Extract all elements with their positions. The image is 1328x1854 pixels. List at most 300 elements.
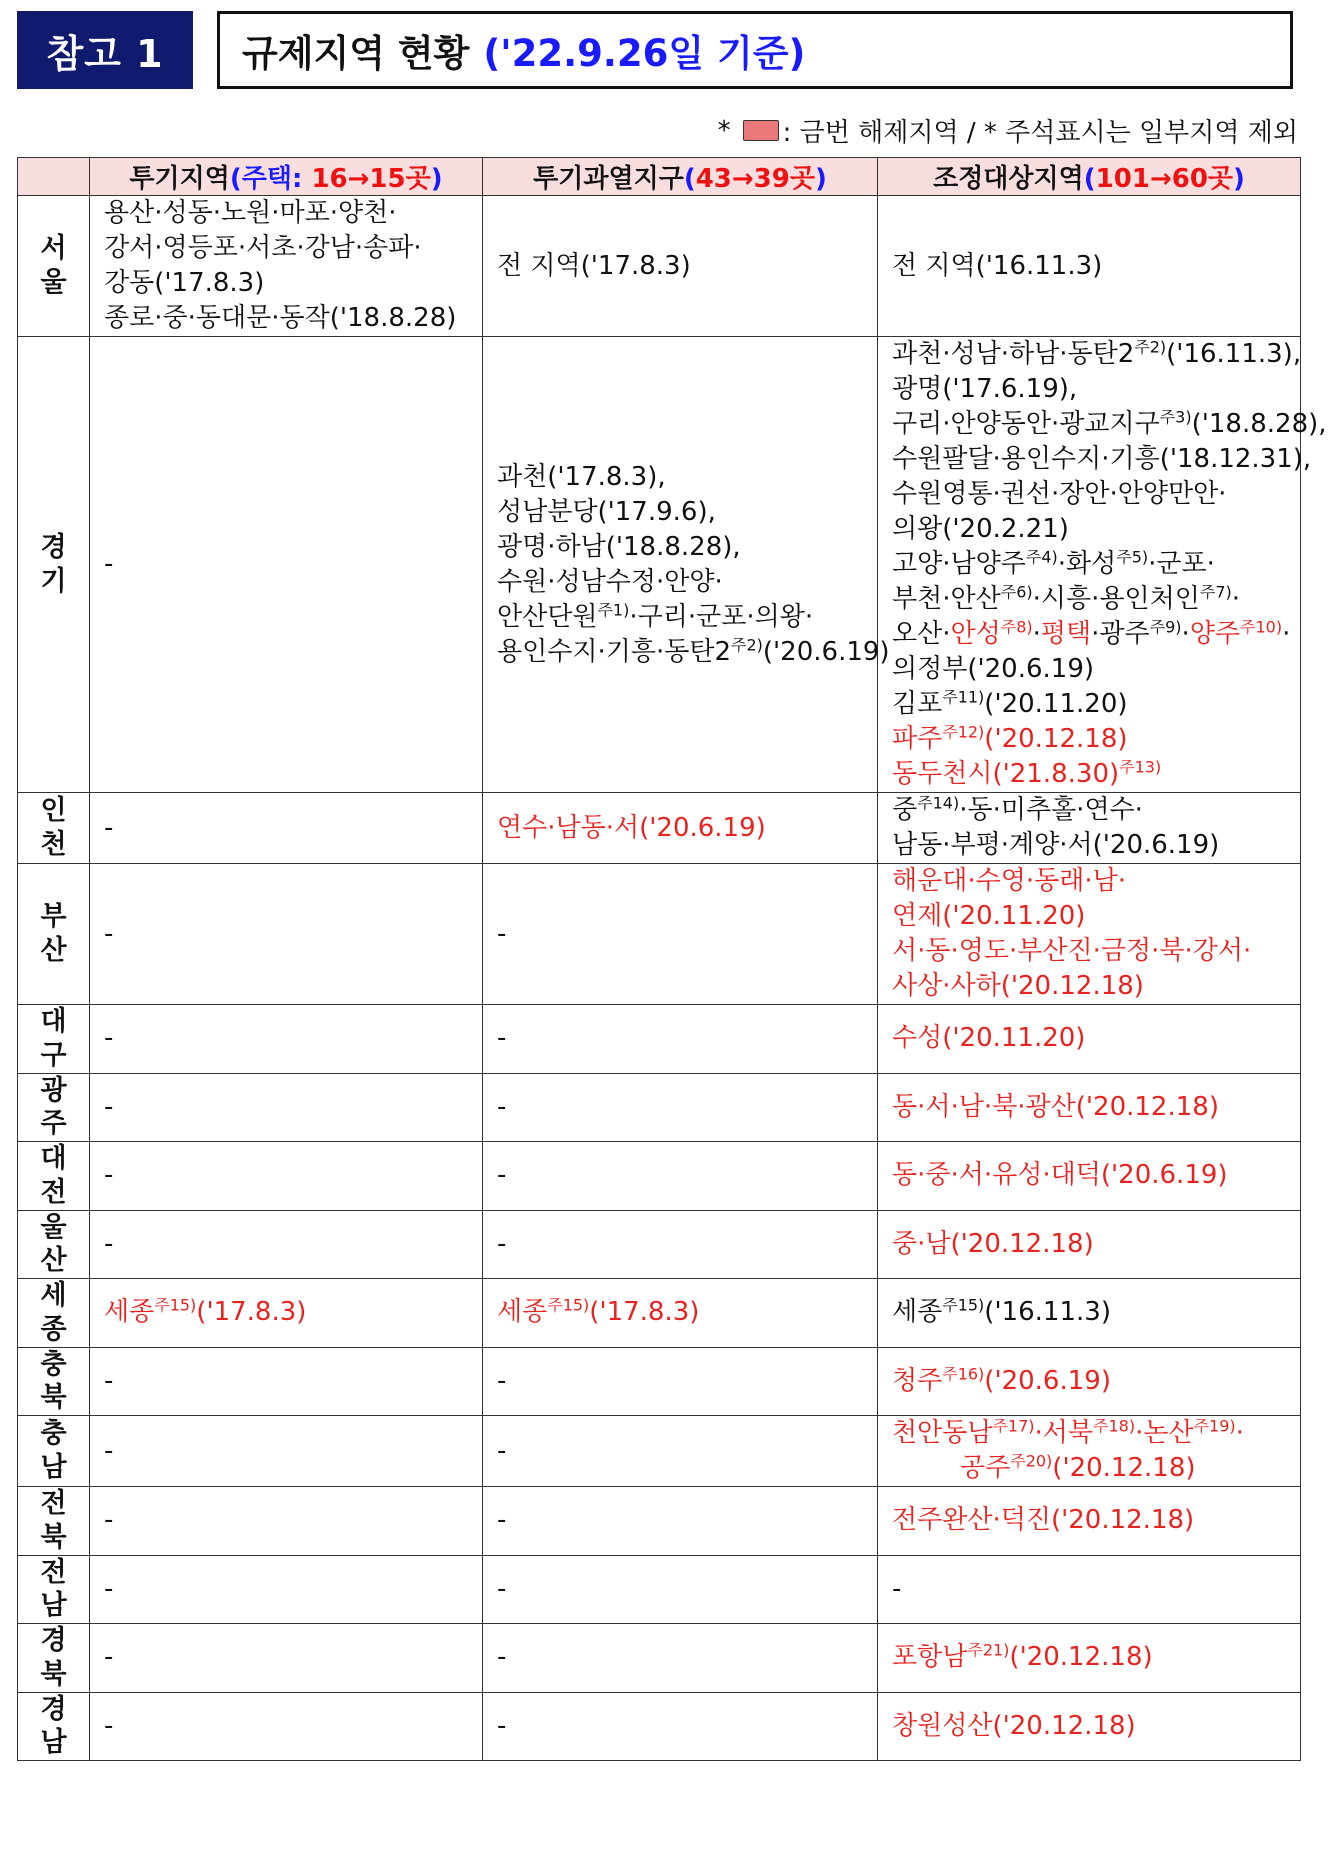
cell-col1: [90, 1487, 483, 1556]
header-speculation-zone: [90, 158, 483, 196]
cell-col2: [483, 1210, 878, 1279]
cell-text: -: [104, 1023, 114, 1054]
cell-line: [892, 1227, 1286, 1262]
table-row: [18, 1692, 1301, 1761]
header-sub-open: (: [1083, 164, 1096, 194]
legend: [718, 112, 1298, 149]
region-char: 북: [40, 1521, 67, 1553]
table-row: [18, 1416, 1301, 1487]
cell-line: [497, 1090, 863, 1125]
table-row: [18, 1005, 1301, 1074]
cell-line: [104, 1709, 468, 1744]
cell-line: [497, 1640, 863, 1675]
region-char: 대: [40, 1143, 67, 1174]
header-count: 43→39곳: [695, 164, 815, 194]
cell-line: [497, 460, 863, 495]
region-name: [18, 1416, 90, 1487]
cell-line: [104, 266, 468, 301]
region-char: 경: [40, 1693, 67, 1725]
footnote-mark: 주20): [1010, 1451, 1053, 1471]
region-char: 산: [40, 935, 67, 966]
table-row: [18, 337, 1301, 793]
cell-line: [497, 1227, 863, 1262]
cell-text: ·구리·군포·의왕·: [629, 601, 814, 632]
cell-text: 부천·안산: [892, 584, 1001, 614]
page-title: 규제지역 현황: [242, 32, 470, 75]
cell-line: [104, 1503, 468, 1538]
region-char: 전: [40, 1176, 67, 1208]
cell-text: ·: [1282, 619, 1291, 649]
footnote-mark: 주18): [1093, 1416, 1136, 1436]
cell-col3: [878, 1005, 1301, 1074]
cell-text: 종로·중·동대문·동작('18.8.28): [104, 303, 457, 333]
cell-text: -: [104, 1505, 114, 1536]
cell-text: 파주: [892, 724, 943, 754]
cell-text: 연수·남동·서('20.6.19): [497, 812, 766, 843]
cell-line: [892, 969, 1286, 1004]
cell-line: [892, 687, 1286, 722]
cell-text: -: [497, 1505, 507, 1536]
cell-text: 평택: [1040, 619, 1092, 649]
cell-text: -: [104, 1365, 114, 1396]
region-name: [18, 1142, 90, 1211]
cell-line: [892, 864, 1286, 899]
cell-text: -: [497, 1160, 507, 1191]
footnote-mark: 주12): [942, 722, 985, 742]
cell-text: ('18.8.28),: [1191, 409, 1327, 439]
cell-col3: [878, 1142, 1301, 1211]
region-char: 전: [40, 1488, 67, 1519]
region-char: 북: [40, 1658, 67, 1690]
region-char: 종: [40, 1313, 67, 1345]
table-row: [18, 1210, 1301, 1279]
table-row: [18, 1347, 1301, 1416]
cell-line: [892, 617, 1291, 652]
cell-text: -: [104, 1435, 114, 1466]
footnote-mark: 주8): [1000, 617, 1033, 637]
region-char: 기: [40, 565, 67, 597]
region-char: 전: [40, 1556, 67, 1588]
cell-text: 포항남: [892, 1642, 968, 1673]
header-count: 101→60곳: [1095, 164, 1234, 194]
cell-text: ('20.12.18): [1052, 1453, 1196, 1483]
legend-asterisk: *: [717, 115, 731, 146]
cell-line: [497, 495, 863, 530]
cell-text: ('20.12.18): [984, 724, 1128, 754]
cell-text: ('16.11.3): [984, 1297, 1111, 1328]
region-char: 서: [40, 233, 67, 265]
table-header-row: [18, 158, 1301, 196]
region-char: 경: [40, 1625, 67, 1656]
cell-line: [497, 600, 863, 635]
cell-text: 전주완산·덕진('20.12.18): [892, 1505, 1195, 1536]
cell-line: [104, 231, 468, 266]
cell-text: 동·서·남·북·광산('20.12.18): [892, 1091, 1219, 1122]
region-name: [18, 1555, 90, 1624]
cell-text: ·서북: [1034, 1418, 1094, 1448]
cell-col1: [90, 1279, 483, 1348]
cell-text: 전 지역('16.11.3): [892, 250, 1103, 281]
footnote-mark: 주14): [917, 793, 960, 813]
cell-col2: [483, 1279, 878, 1348]
cell-text: ·: [1181, 619, 1190, 649]
table-row: [18, 1624, 1301, 1693]
cell-text: -: [104, 812, 114, 843]
cell-text: ('16.11.3),: [1166, 339, 1302, 369]
cell-text: 세종: [892, 1297, 943, 1328]
cell-text: ·동·미추홀·연수·: [959, 795, 1143, 825]
cell-line: [104, 1158, 468, 1193]
cell-col2: [483, 196, 878, 337]
cell-text: 양주: [1189, 619, 1241, 649]
cell-text: ('20.11.20): [984, 689, 1128, 719]
region-name: [18, 793, 90, 864]
cell-line: [892, 934, 1286, 969]
header-corner: [18, 158, 90, 196]
cell-line: [104, 547, 468, 582]
region-name: [18, 1347, 90, 1416]
cell-line: [892, 547, 1286, 582]
cell-text: 광명·하남('18.8.28),: [497, 531, 741, 562]
cell-text: -: [104, 1228, 114, 1259]
table-row: [18, 1142, 1301, 1211]
cell-line: [892, 757, 1286, 792]
header-sub-open: (: [683, 164, 696, 194]
region-char: 천: [40, 829, 67, 860]
cell-col2: [483, 864, 878, 1005]
cell-line: [892, 1709, 1286, 1744]
title-date: ('22.9.26일 기준): [483, 32, 806, 75]
cell-line: [892, 582, 1286, 617]
cell-text: 천안동남: [892, 1418, 993, 1448]
cell-col1: [90, 1005, 483, 1074]
cell-col2: [483, 1142, 878, 1211]
cell-line: [892, 1503, 1286, 1538]
cell-line: [497, 1709, 863, 1744]
cell-text: ·: [1231, 584, 1241, 614]
footnote-mark: 주3): [1159, 407, 1192, 427]
cell-col3: [878, 864, 1301, 1005]
cell-line: [892, 722, 1286, 757]
cell-text: ·시흥·용인처인: [1032, 584, 1200, 614]
cell-line: [497, 1158, 863, 1193]
cell-text: 수원영통·권선·장안·안양만안·: [892, 479, 1227, 509]
cell-col1: [90, 793, 483, 864]
region-char: 산: [40, 1245, 67, 1277]
cell-text: ·논산: [1135, 1418, 1194, 1448]
cell-col3: [878, 793, 1301, 864]
footnote-mark: 주2): [731, 634, 763, 654]
cell-col2: [483, 337, 890, 793]
cell-line: [104, 1434, 468, 1469]
cell-col3: [878, 337, 1327, 793]
legend-text: : 금번 해제지역 / * 주석표시는 일부지역 제외: [782, 118, 1298, 148]
cell-line: [892, 512, 1286, 547]
header-overheated-district: [483, 158, 878, 196]
cell-line: [104, 917, 468, 952]
cell-text: -: [497, 1435, 507, 1466]
cell-line: [892, 1021, 1286, 1056]
header-label: 투기지역: [129, 164, 230, 194]
cell-text: -: [497, 1091, 507, 1122]
footnote-mark: 주21): [967, 1640, 1010, 1660]
region-char: 구: [40, 1039, 67, 1071]
table-row: [18, 1555, 1301, 1624]
cell-line: [892, 249, 1286, 284]
cell-line: [892, 1572, 1286, 1607]
cell-line: [497, 1021, 863, 1056]
cell-col3: [878, 1692, 1301, 1761]
region-name: [18, 1005, 90, 1074]
cell-col3: [878, 1073, 1301, 1142]
cell-line: [104, 1295, 468, 1330]
cell-line: [892, 337, 1302, 372]
cell-text: 수원팔달·용인수지·기흥('18.12.31),: [892, 444, 1312, 474]
regulation-table: [17, 157, 1327, 1761]
cell-line: [892, 652, 1286, 687]
cell-text: ·: [1235, 1418, 1244, 1448]
cell-line: [104, 1640, 468, 1675]
cell-text: 전 지역('17.8.3): [497, 250, 691, 281]
cell-line: [497, 530, 863, 565]
footnote-mark: 주15): [942, 1295, 985, 1315]
cell-text: 안성: [950, 619, 1001, 649]
cell-line: [892, 407, 1327, 442]
cell-line: [892, 828, 1286, 863]
region-char: 주: [40, 1108, 67, 1140]
cell-line: [497, 1364, 863, 1399]
cell-col2: [483, 1005, 878, 1074]
cell-col1: [90, 1692, 483, 1761]
cell-text: 청주: [892, 1365, 943, 1396]
cell-line: [892, 1640, 1286, 1675]
cell-text: -: [104, 1091, 114, 1122]
region-char: 광: [40, 1074, 67, 1106]
region-char: 대: [40, 1006, 67, 1037]
header-sub-close: ): [1233, 164, 1245, 194]
cell-text: 용인수지·기흥·동탄2: [497, 636, 731, 667]
cell-col1: [90, 337, 483, 793]
footnote-mark: 주2): [1134, 337, 1167, 357]
cell-text: 서·동·영도·부산진·금정·북·강서·: [892, 936, 1252, 966]
cell-text: 수원·성남수정·안양·: [497, 566, 723, 597]
cell-text: ('20.6.19): [762, 636, 890, 667]
footnote-mark: 주15): [154, 1295, 197, 1315]
footnote-mark: 주7): [1199, 582, 1232, 602]
footnote-mark: 주16): [942, 1364, 985, 1384]
cell-line: [892, 793, 1286, 828]
cell-line: [104, 811, 468, 846]
cell-text: 과천('17.8.3),: [497, 461, 666, 492]
cell-text: -: [104, 918, 114, 949]
table-row: [18, 864, 1301, 1005]
cell-text: 해운대·수영·동래·남·: [892, 866, 1126, 896]
reference-badge: 참고 1: [17, 11, 193, 89]
cell-line: [104, 1364, 468, 1399]
region-char: 울: [40, 1211, 67, 1243]
table-row: [18, 1487, 1301, 1556]
cell-line: [497, 249, 863, 284]
cell-text: 창원성산('20.12.18): [892, 1710, 1136, 1741]
cell-line: [104, 196, 468, 231]
cell-col1: [90, 1555, 483, 1624]
region-name: [18, 1279, 90, 1348]
cell-text: 세종: [497, 1297, 548, 1328]
region-char: 경: [40, 531, 67, 563]
cell-line: [497, 811, 863, 846]
cell-text: 구리·안양동안·광교지구: [892, 409, 1160, 439]
region-char: 인: [40, 795, 67, 827]
cell-line: [892, 442, 1312, 477]
cell-col1: [90, 1347, 483, 1416]
cell-col2: [483, 1487, 878, 1556]
cell-line: [892, 899, 1286, 934]
cell-text: 과천·성남·하남·동탄2: [892, 339, 1135, 369]
cell-text: 중: [892, 795, 918, 825]
footnote-mark: 주1): [597, 599, 630, 619]
footnote-mark: 주5): [1116, 547, 1149, 567]
cell-text: 사상·사하('20.12.18): [892, 971, 1144, 1001]
cell-text: 남동·부평·계양·서('20.6.19): [892, 830, 1220, 860]
cell-text: 용산·성동·노원·마포·양천·: [104, 198, 397, 228]
cell-line: [104, 1021, 468, 1056]
cell-line: [497, 1572, 863, 1607]
cell-col3: [878, 1347, 1301, 1416]
cell-text: -: [497, 1228, 507, 1259]
cell-text: -: [104, 1642, 114, 1673]
cell-text: ('20.6.19): [984, 1365, 1111, 1396]
cell-line: [892, 1364, 1286, 1399]
cell-line: [497, 1295, 863, 1330]
cell-col3: [878, 1279, 1301, 1348]
cell-line: [497, 634, 890, 670]
cell-line: [497, 1503, 863, 1538]
cell-line: [892, 1451, 1286, 1486]
cell-col2: [483, 1692, 878, 1761]
cell-col2: [483, 1073, 878, 1142]
cell-text: ·광주: [1091, 619, 1150, 649]
region-char: 충: [40, 1418, 67, 1450]
header-sub-open: (주택:: [229, 164, 312, 194]
cell-col2: [483, 1624, 878, 1693]
cell-text: 중·남('20.12.18): [892, 1228, 1094, 1259]
table-row: [18, 1279, 1301, 1348]
header-sub-close: ): [430, 164, 443, 194]
region-char: 충: [40, 1348, 67, 1380]
header-label: 조정대상지역: [933, 164, 1084, 194]
cell-text: -: [104, 1573, 114, 1604]
cell-text: ('20.12.18): [1009, 1642, 1153, 1673]
cell-col2: [483, 1416, 878, 1487]
cell-col3: [878, 1416, 1301, 1487]
footnote-mark: 주15): [547, 1295, 590, 1315]
cell-text: -: [497, 1710, 507, 1741]
cell-line: [497, 1434, 863, 1469]
footnote-mark: 주9): [1149, 617, 1182, 637]
cell-text: 고양·남양주: [892, 549, 1026, 579]
cell-line: [104, 1227, 468, 1262]
footnote-mark: 주6): [1000, 582, 1033, 602]
region-char: 남: [40, 1452, 67, 1483]
cell-col1: [90, 1210, 483, 1279]
cell-text: 오산·: [892, 619, 951, 649]
cell-line: [892, 477, 1286, 512]
header-label: 투기과열지구: [533, 164, 684, 194]
region-name: [18, 337, 90, 793]
cell-col3: [878, 1555, 1301, 1624]
region-char: 북: [40, 1382, 67, 1414]
cell-col1: [90, 1416, 483, 1487]
page-title-box: [217, 11, 1293, 89]
cell-text: 동두천시('21.8.30): [892, 759, 1120, 789]
cell-col3: [878, 1210, 1301, 1279]
cell-text: 김포: [892, 689, 943, 719]
region-name: [18, 1073, 90, 1142]
header-adjustment-area: [878, 158, 1301, 196]
cell-col1: [90, 864, 483, 1005]
cell-text: -: [104, 1160, 114, 1191]
table-row: [18, 1073, 1301, 1142]
region-name: [18, 1692, 90, 1761]
cell-text: -: [497, 1642, 507, 1673]
cell-col2: [483, 1555, 878, 1624]
cell-text: -: [497, 918, 507, 949]
cell-text: 동·중·서·유성·대덕('20.6.19): [892, 1160, 1228, 1191]
footnote-mark: 주4): [1025, 547, 1058, 567]
cell-text: ·군포·: [1148, 549, 1215, 579]
cell-line: [497, 565, 863, 600]
cell-col1: [90, 1073, 483, 1142]
region-name: [18, 1624, 90, 1693]
cell-text: ·: [1032, 619, 1041, 649]
cell-line: [892, 1416, 1286, 1451]
cell-text: 안산단원: [497, 601, 598, 632]
region-char: 남: [40, 1590, 67, 1622]
footnote-mark: 주13): [1119, 757, 1162, 777]
cell-line: [892, 1158, 1286, 1193]
cell-text: -: [497, 1365, 507, 1396]
cell-text: 연제('20.11.20): [892, 901, 1086, 931]
cell-line: [497, 917, 863, 952]
footnote-mark: 주10): [1240, 617, 1283, 637]
cell-text: -: [497, 1573, 507, 1604]
region-char: 울: [40, 267, 67, 298]
footnote-mark: 주17): [992, 1416, 1035, 1436]
footnote-mark: 주19): [1193, 1416, 1236, 1436]
legend-swatch: [743, 120, 779, 141]
cell-col1: [90, 1142, 483, 1211]
cell-col3: [878, 196, 1301, 337]
cell-col1: [90, 1624, 483, 1693]
cell-line: [892, 372, 1286, 407]
cell-text: ·화성: [1057, 549, 1117, 579]
region-char: 부: [40, 901, 67, 933]
cell-text: 수성('20.11.20): [892, 1023, 1086, 1054]
cell-line: [104, 1090, 468, 1125]
cell-col3: [878, 1624, 1301, 1693]
cell-text: -: [104, 1710, 114, 1741]
cell-text: -: [104, 549, 114, 579]
region-name: [18, 1210, 90, 1279]
cell-line: [892, 1090, 1286, 1125]
cell-col3: [878, 1487, 1301, 1556]
header-count: 16→15곳: [311, 164, 431, 194]
table-row: [18, 793, 1301, 864]
cell-col1: [90, 196, 483, 337]
cell-col2: [483, 793, 878, 864]
cell-line: [104, 301, 468, 336]
cell-text: 세종: [104, 1297, 155, 1328]
